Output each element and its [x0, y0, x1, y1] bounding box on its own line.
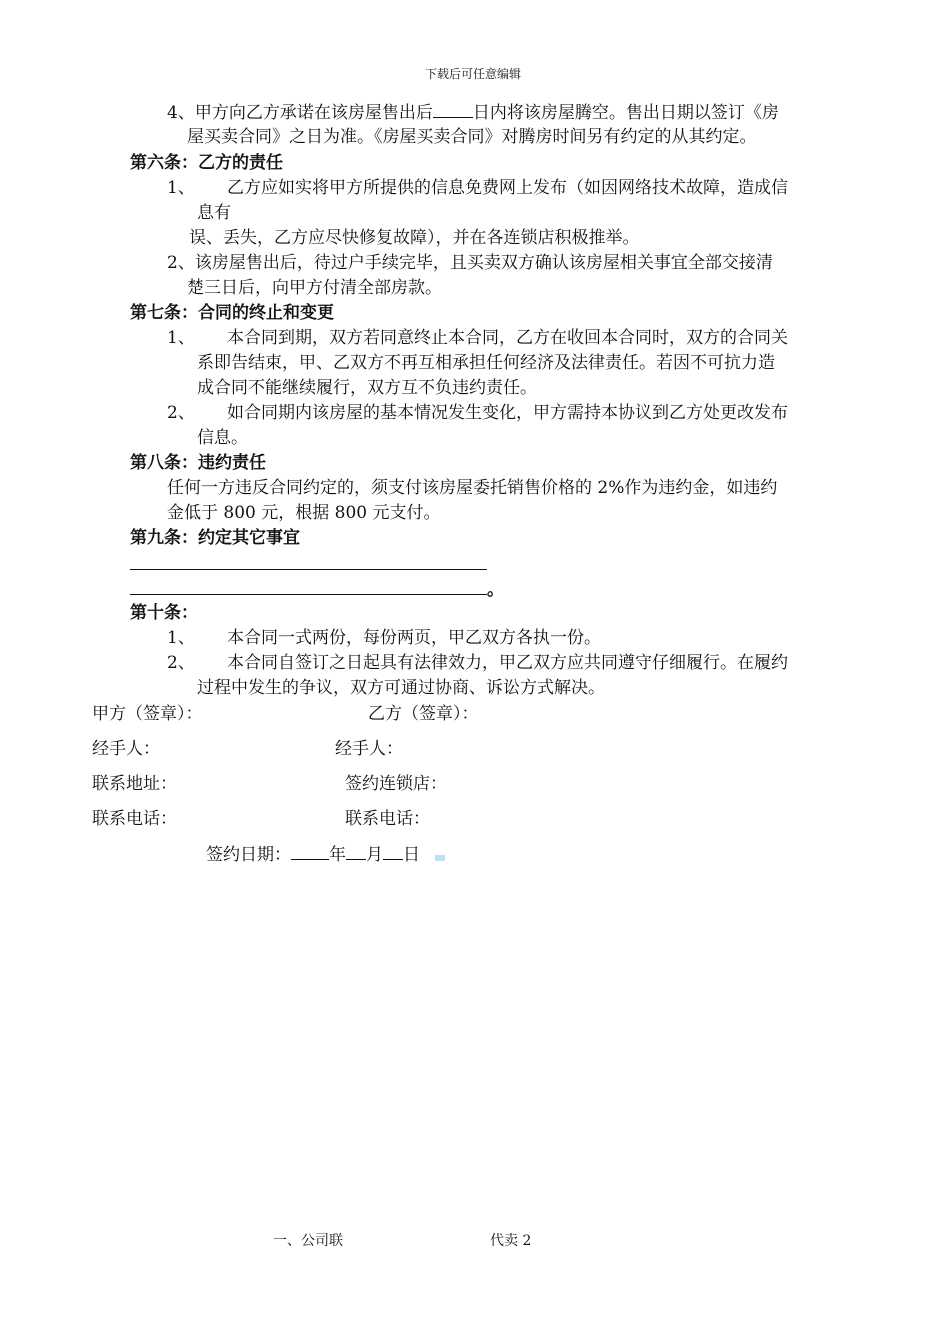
clause10-item2-line1: 本合同自签订之日起具有法律效力，甲乙双方应共同遵守仔细履行。在履约	[227, 653, 788, 673]
clause8-line2: 金低于 800 元，根据 800 元支付。	[167, 503, 441, 523]
year-blank	[291, 843, 329, 860]
clause7-item2-line2: 信息。	[197, 428, 248, 448]
handler-a-label: 经手人：	[92, 739, 160, 759]
signing-date-label: 签约日期：	[206, 845, 291, 865]
year-label: 年	[329, 845, 346, 865]
clause8-line1: 任何一方违反合同约定的，须支付该房屋委托销售价格的 2%作为违约金，如违约	[167, 478, 778, 498]
clause8-title: 第八条：违约责任	[130, 453, 266, 473]
clause10-item1-number: 1、	[167, 628, 195, 648]
clause7-title: 第七条：合同的终止和变更	[130, 303, 334, 323]
clause10-title: 第十条：	[130, 603, 198, 623]
handler-b-label: 经手人：	[335, 739, 403, 759]
clause10-item2-line2: 过程中发生的争议，双方可通过协商、诉讼方式解决。	[197, 678, 605, 698]
clause5-item4-text-b: 日内将该房屋腾空。售出日期以签订《房	[472, 103, 779, 123]
clause9-end-mark: 。	[487, 580, 504, 600]
text-cursor-marker	[435, 855, 445, 861]
clause7-item2-number: 2、	[167, 403, 195, 423]
clause6-item2-line2: 楚三日后，向甲方付清全部房款。	[187, 278, 442, 298]
clause6-title: 第六条：乙方的责任	[130, 153, 283, 173]
footer-copy: 一、公司联	[273, 1233, 343, 1249]
clause6-item2-line1: 2、该房屋售出后，待过户手续完毕，且买卖双方确认该房屋相关事宜全部交接清	[167, 253, 773, 273]
clause5-item4-line1	[167, 101, 779, 125]
header-note: 下载后可任意编辑	[425, 67, 522, 81]
clause7-item2-line1: 如合同期内该房屋的基本情况发生变化，甲方需持本协议到乙方处更改发布	[227, 403, 788, 423]
clause7-item1-line2: 系即告结束，甲、乙双方不再互相承担任何经济及法律责任。若因不可抗力造	[197, 353, 775, 373]
month-blank	[346, 843, 366, 860]
day-label: 日	[403, 845, 420, 865]
party-a-seal-label: 甲方（签章）：	[92, 704, 203, 724]
phone-b-label: 联系电话：	[345, 809, 430, 829]
clause7-item1-line1: 本合同到期，双方若同意终止本合同，乙方在收回本合同时，双方的合同关	[227, 328, 788, 348]
month-label: 月	[366, 845, 383, 865]
clause9-blank-line1	[130, 569, 487, 570]
chain-store-label: 签约连锁店：	[345, 774, 447, 794]
address-label: 联系地址：	[92, 774, 177, 794]
signing-date	[206, 843, 420, 867]
clause10-item2-number: 2、	[167, 653, 195, 673]
clause5-item4-text-a: 4、甲方向乙方承诺在该房屋售出后	[167, 103, 433, 123]
clause10-item1-line1: 本合同一式两份，每份两页，甲乙双方各执一份。	[227, 628, 601, 648]
clause9-blank-line2	[130, 594, 487, 595]
phone-a-label: 联系电话：	[92, 809, 177, 829]
footer-page: 代卖 2	[490, 1233, 532, 1249]
clause6-item1-number: 1、	[167, 178, 195, 198]
clause6-item1-line3: 误、丢失，乙方应尽快修复故障），并在各连锁店积极推举。	[189, 228, 640, 248]
clause6-item1-line2: 息有	[197, 203, 231, 223]
clause5-item4-line2: 屋买卖合同》之日为准。《房屋买卖合同》对腾房时间另有约定的从其约定。	[187, 127, 757, 147]
clause6-item1-line1: 乙方应如实将甲方所提供的信息免费网上发布（如因网络技术故障，造成信	[227, 178, 788, 198]
clause9-title: 第九条：约定其它事宜	[130, 528, 300, 548]
clause7-item1-line3: 成合同不能继续履行，双方互不负违约责任。	[197, 378, 537, 398]
clause7-item1-number: 1、	[167, 328, 195, 348]
day-blank	[383, 843, 403, 860]
party-b-seal-label: 乙方（签章）：	[368, 704, 479, 724]
days-blank	[433, 101, 473, 118]
